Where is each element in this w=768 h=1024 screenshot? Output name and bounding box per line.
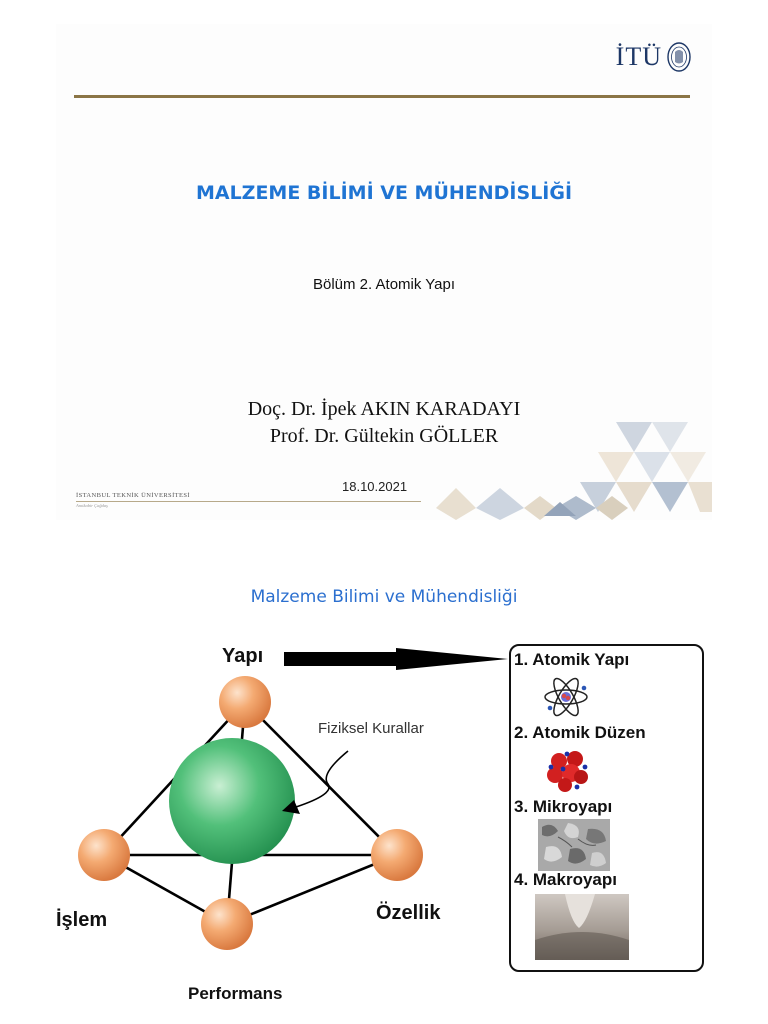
atom-icon [543,674,589,720]
structure-levels-box [509,644,704,972]
decorative-triangles [416,416,712,520]
header-rule [74,95,690,98]
title-slide [56,24,712,520]
crystal-lattice-icon [545,747,591,793]
content-slide [56,560,712,1024]
itu-logo [616,40,692,74]
university-motto: Anıtkabir Çağdaş [76,503,108,508]
author-1: Doç. Dr. İpek AKIN KARADAYI [247,398,521,420]
university-name: İSTANBUL TEKNİK ÜNİVERSİTESİ [76,492,190,499]
vertex-sphere-ozellik [371,829,423,881]
slide-subtitle: Bölüm 2. Atomik Yapı [312,276,456,293]
center-sphere [169,738,295,864]
itu-seal-icon [666,40,692,74]
author-2: Prof. Dr. Gültekin GÖLLER [269,425,499,447]
vertex-label-performans: Performans [188,984,283,1003]
logo-text: İTÜ [615,42,662,71]
center-label: Fiziksel Kurallar [318,720,424,737]
slide-title: MALZEME BİLİMİ VE MÜHENDİSLİĞİ [195,182,573,204]
vertex-label-ozellik: Özellik [376,902,441,924]
slide-date: 18.10.2021 [342,479,408,494]
macrostructure-image [535,894,629,960]
vertex-sphere-yapi [219,676,271,728]
vertex-sphere-islem [78,829,130,881]
microstructure-image [538,819,610,871]
slide2-title: Malzeme Bilimi ve Mühendisliği [250,587,518,607]
footer-rule [76,501,421,502]
vertex-label-yapi: Yapı [222,645,264,667]
vertex-sphere-performans [201,898,253,950]
vertex-label-islem: İşlem [56,909,108,931]
list-item-4: 4. Makroyapı [514,870,617,889]
list-item-3: 3. Mikroyapı [514,797,613,816]
arrow-to-list [284,648,508,670]
list-item-2: 2. Atomik Düzen [514,723,646,742]
list-item-1: 1. Atomik Yapı [514,650,630,669]
